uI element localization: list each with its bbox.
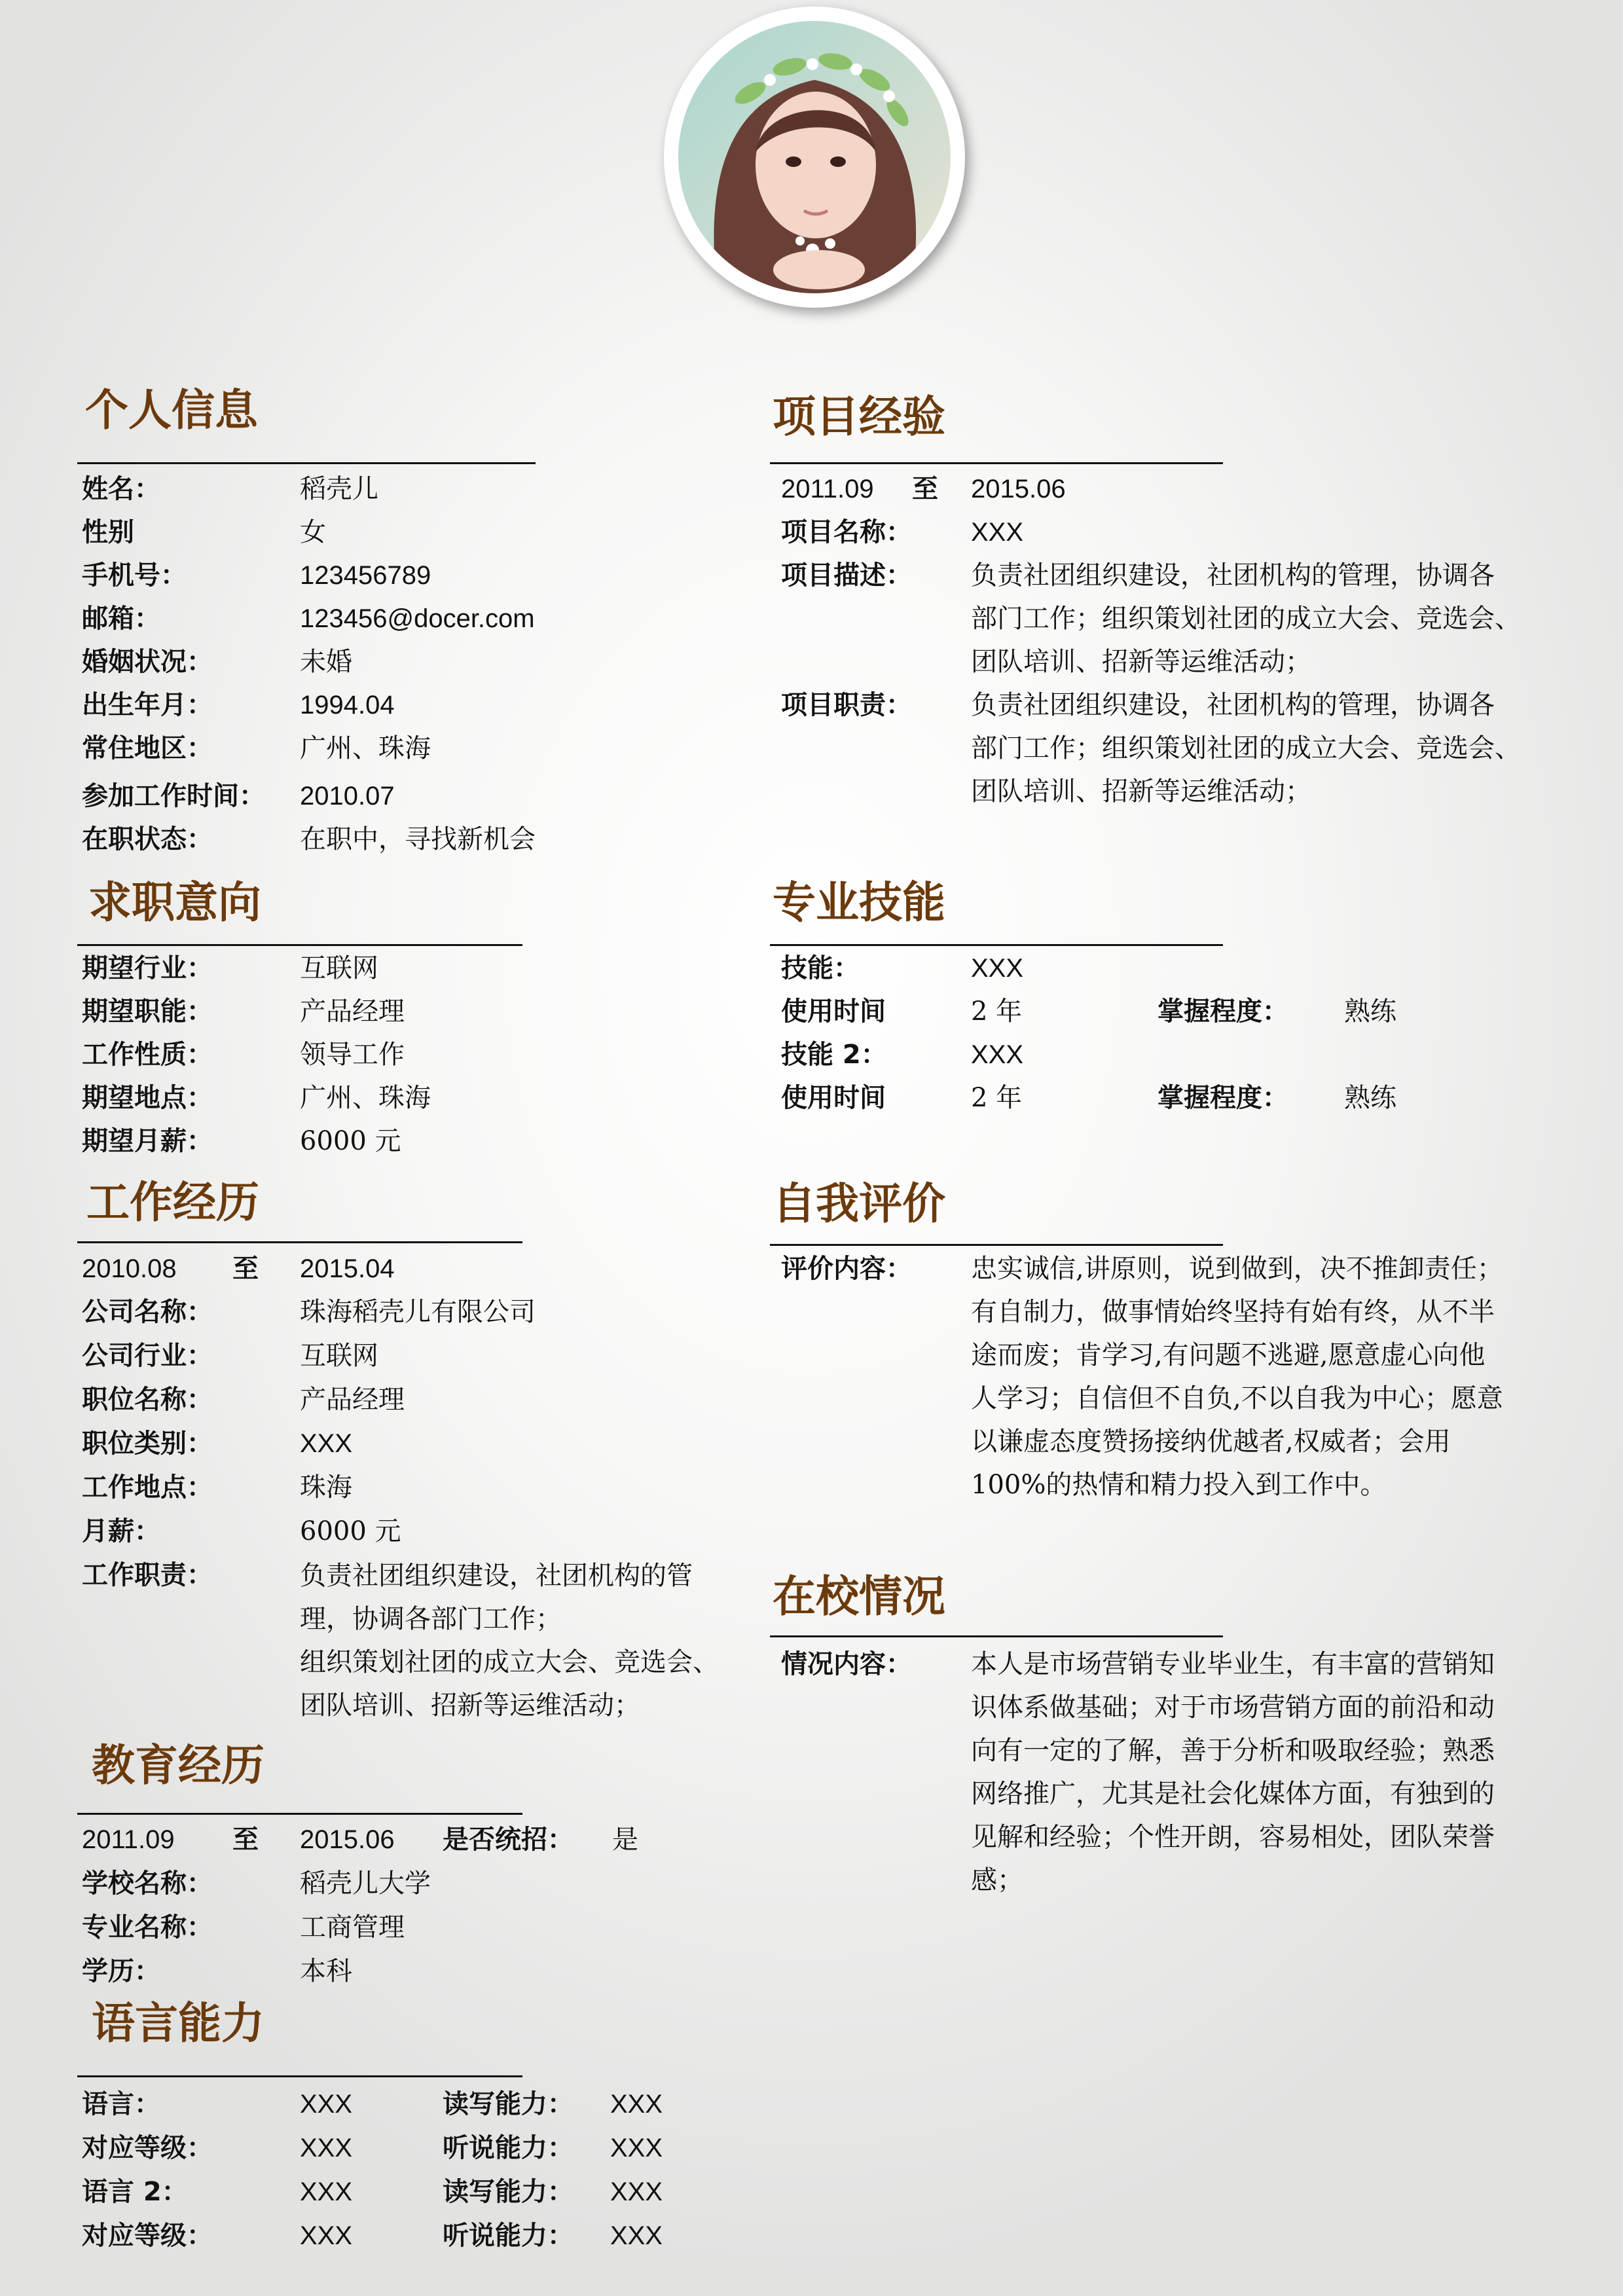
residence-label: 常住地区： (82, 733, 213, 763)
intent-nature-label: 工作性质： (82, 1040, 213, 1070)
name-value: 稻壳儿 (300, 474, 378, 504)
profile-photo-frame (664, 7, 965, 308)
reading-writing-label: 读写能力： (443, 2089, 574, 2119)
project-duty-line: 负责社团组织建设，社团机构的管理，协调各 (971, 690, 1495, 720)
position-name-label: 职位名称： (82, 1385, 213, 1415)
company-name-label: 公司名称： (82, 1297, 213, 1327)
work-experience-heading: 工作经历 (86, 1177, 259, 1228)
skill-duration-label: 使用时间 (781, 996, 886, 1027)
self-eval-line: 忠实诚信,讲原则，说到做到，决不推卸责任； (971, 1254, 1503, 1284)
project-start-date: 2011.09 (781, 475, 874, 503)
job-status-value: 在职中，寻找新机会 (300, 824, 536, 854)
skill-2-duration-label: 使用时间 (781, 1083, 886, 1113)
intent-nature-value: 领导工作 (300, 1040, 405, 1070)
skill-2-value: XXX (971, 1040, 1024, 1069)
work-start-date: 2010.08 (82, 1254, 177, 1283)
section-divider (77, 462, 536, 464)
section-divider (77, 2075, 522, 2077)
project-desc-text (971, 554, 1521, 683)
intent-salary-value: 6000 元 (300, 1126, 401, 1156)
work-duty-line: 团队培训、招新等运维活动； (300, 1690, 640, 1721)
personal-info-heading: 个人信息 (85, 385, 258, 435)
gender-value: 女 (300, 517, 326, 547)
skills-heading: 专业技能 (773, 877, 945, 928)
project-name-label: 项目名称： (781, 517, 912, 547)
work-end-date: 2015.04 (300, 1254, 395, 1283)
section-divider (770, 944, 1223, 946)
position-name-value: 产品经理 (300, 1385, 405, 1415)
project-desc-label: 项目描述： (781, 560, 912, 591)
birth-value: 1994.04 (300, 691, 395, 720)
project-end-date: 2015.06 (971, 475, 1066, 503)
degree-label: 学历： (82, 1956, 160, 1986)
position-category-label: 职位类别： (82, 1429, 213, 1459)
project-name-value: XXX (971, 518, 1024, 547)
work-start-value: 2010.07 (300, 782, 395, 811)
project-heading: 项目经验 (773, 392, 945, 442)
campus-text (971, 1643, 1495, 1902)
job-intent-heading: 求职意向 (88, 877, 261, 928)
self-eval-line: 人学习；自信但不自负,不以自我为中心；愿意 (971, 1383, 1503, 1413)
gender-label: 性别 (82, 517, 134, 547)
work-duty-line: 理，协调各部门工作； (300, 1604, 562, 1634)
project-desc-line: 负责社团组织建设，社团机构的管理，协调各 (971, 560, 1495, 591)
project-to-label: 至 (912, 474, 938, 504)
language-level-value: XXX (300, 2134, 353, 2162)
edu-end-date: 2015.06 (300, 1825, 395, 1854)
intent-industry-value: 互联网 (300, 953, 378, 983)
skill-2-label: 技能 2： (781, 1040, 887, 1070)
work-location-label: 工作地点： (82, 1472, 213, 1503)
language-value: XXX (300, 2090, 353, 2119)
language-2-level-label: 对应等级： (82, 2221, 213, 2251)
campus-line: 本人是市场营销专业毕业生，有丰富的营销知 (971, 1649, 1495, 1679)
language-heading: 语言能力 (92, 1998, 264, 2049)
skill-label: 技能： (781, 953, 860, 983)
job-status-label: 在职状态： (82, 824, 213, 854)
birth-label: 出生年月： (82, 690, 213, 720)
intent-function-value: 产品经理 (300, 996, 405, 1027)
self-eval-text (971, 1247, 1503, 1506)
campus-heading: 在校情况 (773, 1571, 945, 1622)
name-label: 姓名： (82, 474, 160, 504)
reading-writing-2-label: 读写能力： (443, 2177, 574, 2207)
intent-industry-label: 期望行业： (82, 953, 213, 983)
skill-2-proficiency-value: 熟练 (1344, 1083, 1396, 1113)
school-name-label: 学校名称： (82, 1868, 213, 1899)
major-label: 专业名称： (82, 1912, 213, 1942)
profile-photo (678, 21, 951, 293)
campus-line: 见解和经验；个性开朗，容易相处，团队荣誉 (971, 1822, 1495, 1852)
phone-value: 123456789 (300, 561, 431, 590)
language-2-value: XXX (300, 2178, 353, 2206)
project-duty-text (971, 683, 1521, 813)
unified-enrollment-value: 是 (612, 1825, 638, 1855)
intent-salary-label: 期望月薪： (82, 1126, 213, 1156)
work-duty-label: 工作职责： (82, 1560, 213, 1590)
work-duty-text (300, 1554, 719, 1727)
campus-line: 网络推广，尤其是社会化媒体方面，有独到的 (971, 1779, 1495, 1809)
skill-proficiency-value: 熟练 (1344, 996, 1396, 1027)
listening-speaking-2-label: 听说能力： (443, 2221, 574, 2251)
school-name-value: 稻壳儿大学 (300, 1868, 431, 1899)
listening-speaking-label: 听说能力： (443, 2133, 574, 2163)
self-eval-heading: 自我评价 (773, 1178, 945, 1229)
project-duty-line: 部门工作；组织策划社团的成立大会、竞选会、 (971, 733, 1521, 763)
language-2-level-value: XXX (300, 2221, 353, 2250)
section-divider (77, 1813, 522, 1815)
degree-value: 本科 (300, 1956, 352, 1986)
salary-value: 6000 元 (300, 1516, 401, 1546)
intent-function-label: 期望职能： (82, 996, 213, 1027)
phone-label: 手机号： (82, 560, 187, 591)
intent-location-label: 期望地点： (82, 1083, 213, 1113)
unified-enrollment-label: 是否统招： (443, 1825, 574, 1855)
skill-value: XXX (971, 954, 1024, 983)
section-divider (770, 1635, 1223, 1637)
self-eval-line: 以谦虚态度赞扬接纳优越者,权威者；会用 (971, 1427, 1451, 1457)
section-divider (770, 462, 1223, 464)
salary-label: 月薪： (82, 1516, 160, 1546)
listening-speaking-2-value: XXX (610, 2221, 663, 2250)
skill-2-proficiency-label: 掌握程度： (1158, 1083, 1288, 1113)
work-to-label: 至 (232, 1254, 259, 1284)
education-heading: 教育经历 (92, 1740, 264, 1791)
major-value: 工商管理 (300, 1912, 405, 1942)
skill-proficiency-label: 掌握程度： (1158, 996, 1288, 1027)
intent-location-value: 广州、珠海 (300, 1083, 431, 1113)
company-name-value: 珠海稻壳儿有限公司 (300, 1297, 536, 1327)
email-label: 邮箱： (82, 604, 160, 634)
skill-2-duration-value: 2 年 (971, 1083, 1023, 1113)
section-divider (77, 1241, 522, 1243)
marital-value: 未婚 (300, 647, 352, 677)
project-desc-line: 部门工作；组织策划社团的成立大会、竞选会、 (971, 604, 1521, 634)
project-desc-line: 团队培训、招新等运维活动； (971, 647, 1311, 677)
self-eval-line: 有自制力，做事情始终坚持有始有终，从不半 (971, 1297, 1495, 1327)
work-location-value: 珠海 (300, 1472, 352, 1503)
campus-line: 向有一定的了解，善于分析和吸取经验；熟悉 (971, 1736, 1495, 1766)
work-start-label: 参加工作时间： (82, 781, 265, 811)
reading-writing-2-value: XXX (610, 2178, 663, 2206)
project-duty-label: 项目职责： (781, 690, 912, 720)
campus-line: 感； (971, 1865, 1023, 1895)
work-duty-line: 负责社团组织建设，社团机构的管 (300, 1561, 693, 1591)
language-label: 语言： (82, 2089, 160, 2119)
reading-writing-value: XXX (610, 2090, 663, 2119)
company-industry-value: 互联网 (300, 1341, 378, 1371)
self-eval-line: 途而废；肯学习,有问题不逃避,愿意虚心向他 (971, 1340, 1486, 1370)
section-divider (77, 944, 522, 946)
marital-label: 婚姻状况： (82, 647, 213, 677)
campus-label: 情况内容： (781, 1649, 912, 1679)
work-duty-line: 组织策划社团的成立大会、竞选会、 (300, 1647, 719, 1677)
position-category-value: XXX (300, 1429, 353, 1458)
section-divider (770, 1244, 1223, 1246)
listening-speaking-value: XXX (610, 2134, 663, 2162)
skill-duration-value: 2 年 (971, 996, 1023, 1027)
project-duty-line: 团队培训、招新等运维活动； (971, 776, 1311, 807)
edu-start-date: 2011.09 (82, 1825, 175, 1854)
self-eval-line: 100%的热情和精力投入到工作中。 (971, 1470, 1387, 1500)
self-eval-label: 评价内容： (781, 1254, 912, 1284)
language-level-label: 对应等级： (82, 2133, 213, 2163)
email-value: 123456@docer.com (300, 604, 535, 633)
campus-line: 识体系做基础；对于市场营销方面的前沿和动 (971, 1692, 1495, 1722)
language-2-label: 语言 2： (82, 2177, 188, 2207)
company-industry-label: 公司行业： (82, 1341, 213, 1371)
edu-to-label: 至 (232, 1825, 259, 1855)
residence-value: 广州、珠海 (300, 733, 431, 763)
